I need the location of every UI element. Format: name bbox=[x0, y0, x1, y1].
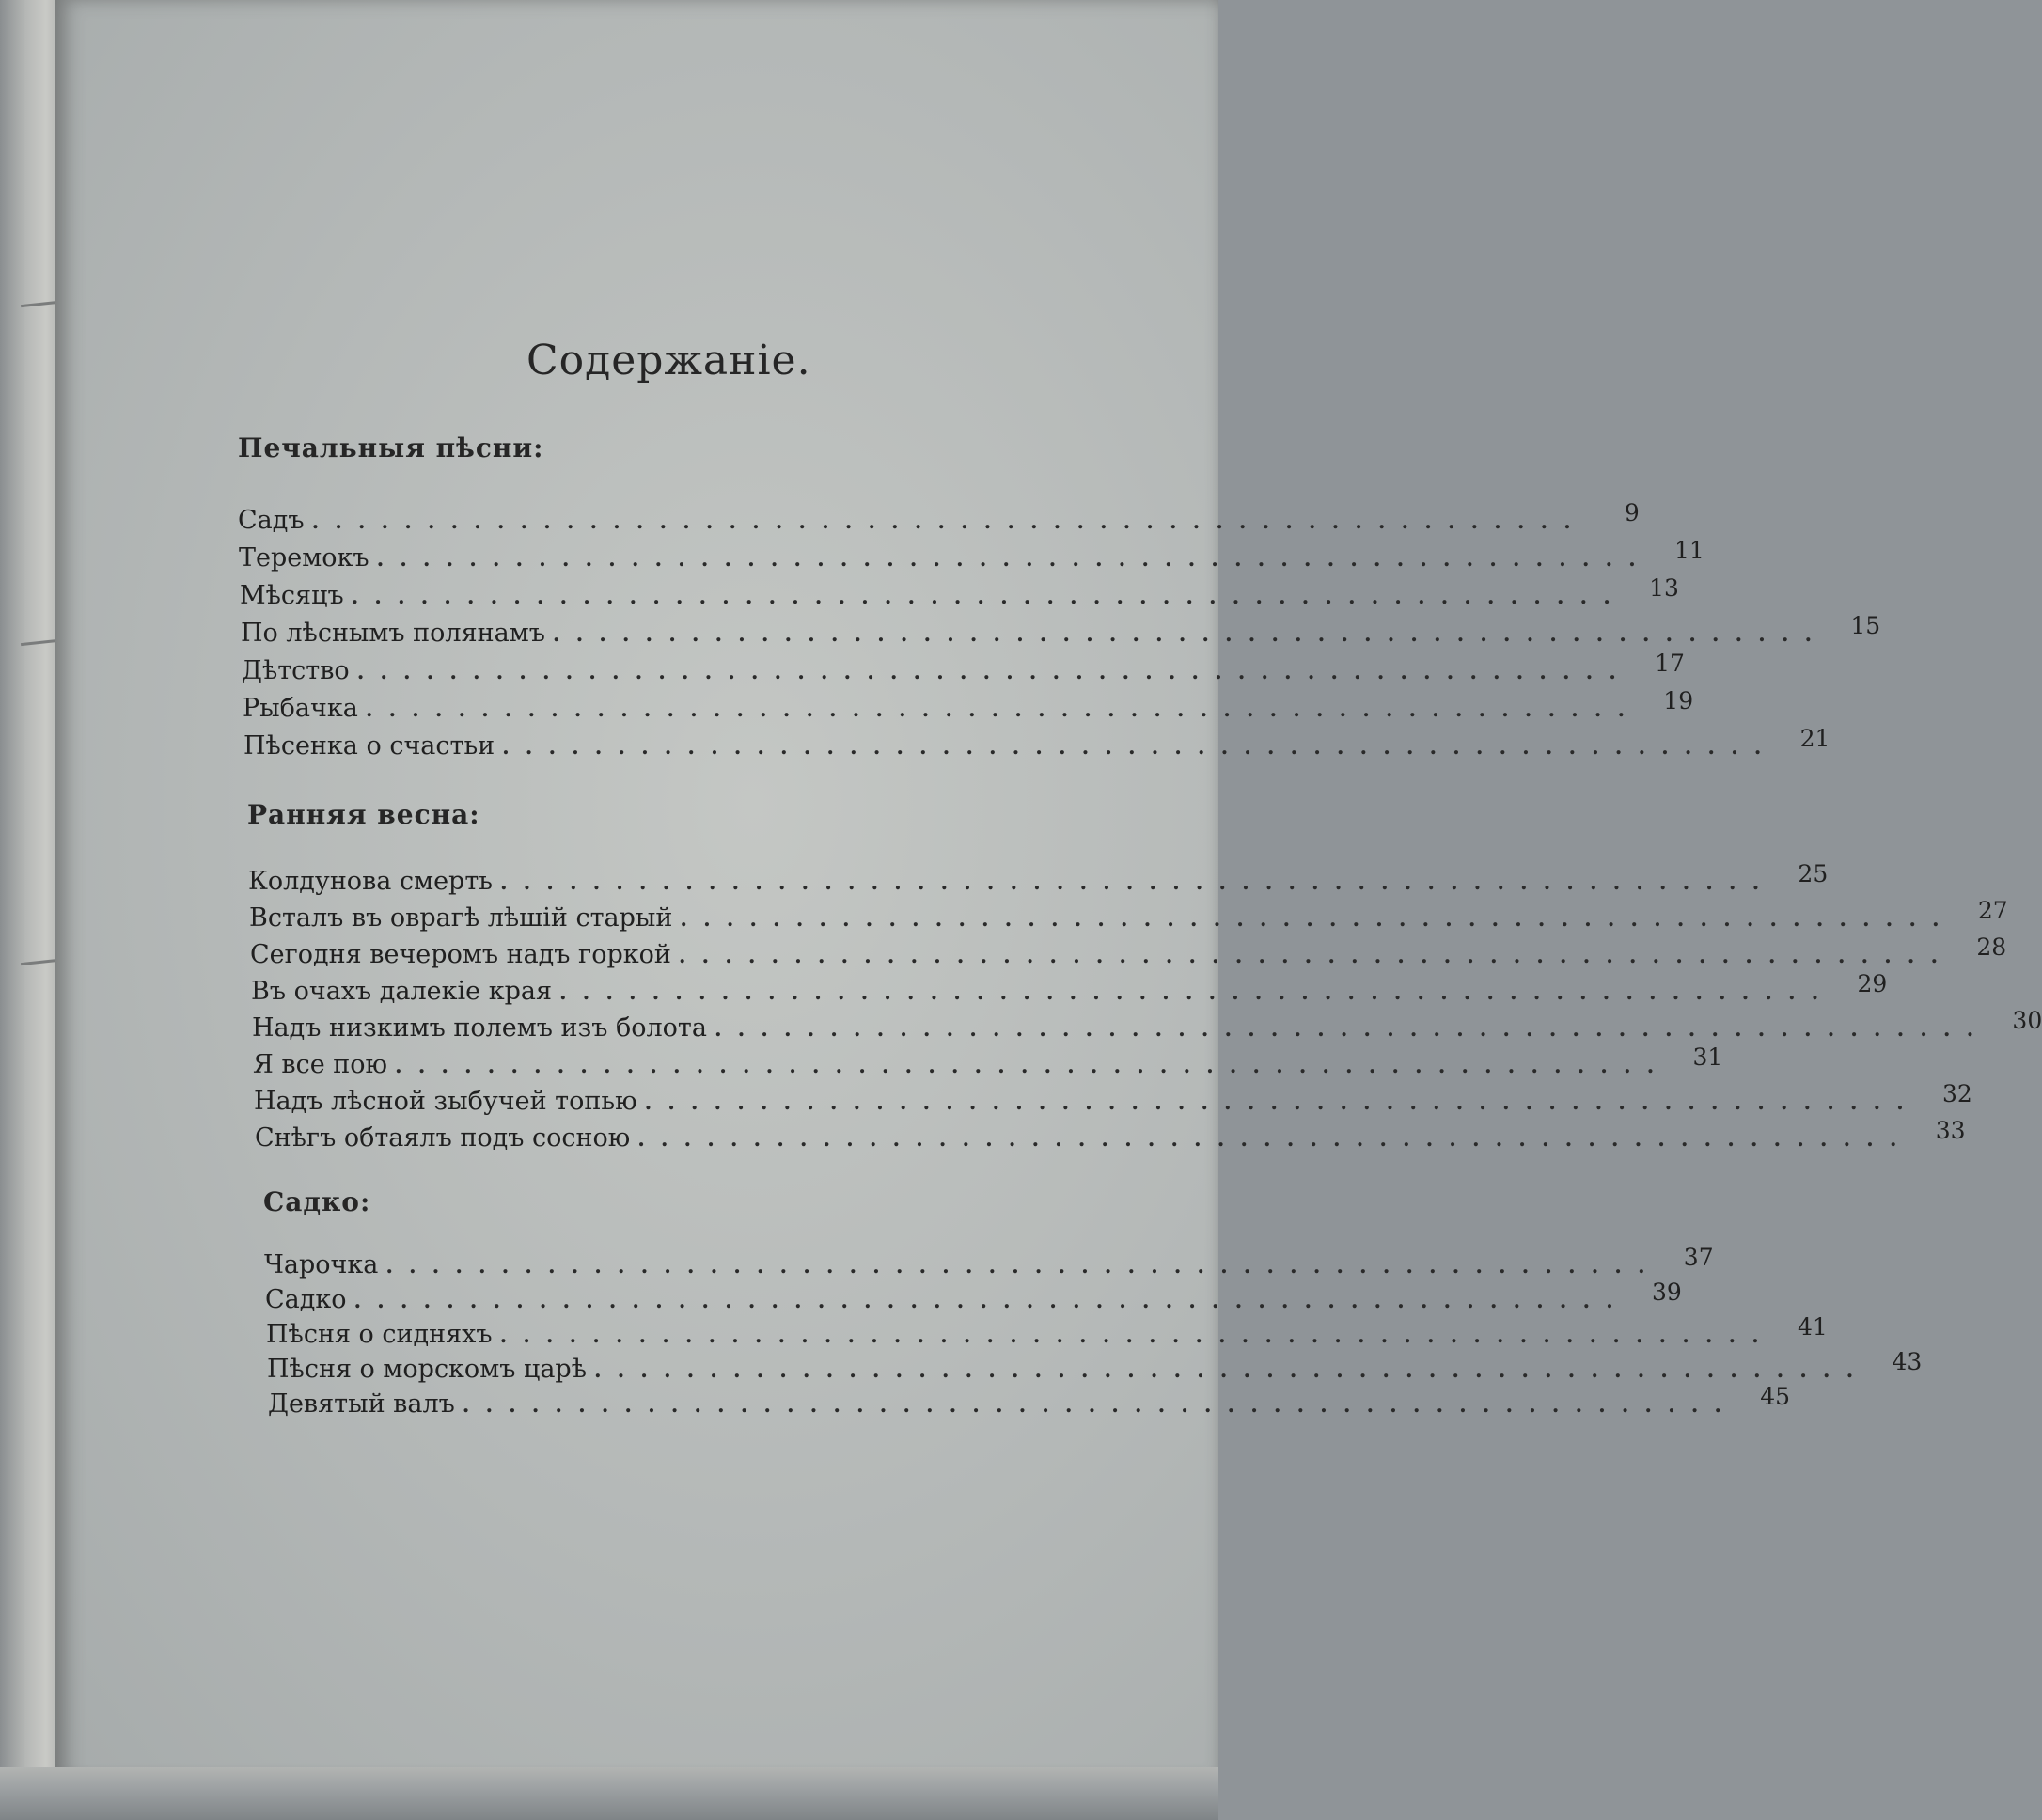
entry-title: Девятый валъ bbox=[268, 1389, 455, 1419]
toc-entry bbox=[266, 1313, 1828, 1354]
toc-entry bbox=[265, 1279, 1682, 1319]
dot-leader: ....................................................... bbox=[385, 1254, 1661, 1279]
entry-page-number: 13 bbox=[1649, 574, 1679, 602]
dot-leader: ....................................................... bbox=[559, 981, 1835, 1005]
entry-page-number: 29 bbox=[1857, 970, 1888, 997]
entry-title: Въ очахъ далекiе края bbox=[251, 977, 553, 1006]
entry-title: Всталъ въ оврагѣ лѣшiй старый bbox=[249, 903, 673, 933]
toc-entry bbox=[241, 612, 1881, 652]
dot-leader: ....................................................... bbox=[353, 1289, 1629, 1313]
binding-crease bbox=[21, 301, 58, 307]
entry-page-number: 15 bbox=[1850, 612, 1881, 639]
entry-title: Дѣтство bbox=[242, 656, 350, 685]
entry-page-number: 43 bbox=[1892, 1348, 1923, 1375]
toc-entry bbox=[253, 1043, 1723, 1084]
page-title: Содержанiе. bbox=[526, 337, 811, 384]
toc-entry bbox=[264, 1244, 1714, 1284]
toc-entry bbox=[251, 970, 1888, 1011]
dot-leader: ....................................................... bbox=[499, 871, 1776, 895]
dot-leader: ....................................................... bbox=[502, 735, 1778, 760]
entry-title: Я все пою bbox=[253, 1050, 388, 1079]
dot-leader: ....................................................... bbox=[351, 585, 1626, 609]
toc-entry bbox=[252, 1007, 2042, 1047]
dot-leader: ....................................................... bbox=[356, 660, 1632, 684]
entry-page-number: 41 bbox=[1798, 1313, 1828, 1341]
toc-entry bbox=[238, 499, 1640, 540]
toc-entry bbox=[249, 897, 2008, 937]
entry-page-number: 33 bbox=[1935, 1117, 1966, 1144]
dot-leader: ....................................................... bbox=[644, 1090, 1920, 1115]
toc-entry bbox=[240, 574, 1679, 615]
dot-leader: ....................................................... bbox=[499, 1324, 1775, 1348]
entry-page-number: 27 bbox=[1977, 897, 2008, 924]
dot-leader: ....................................................... bbox=[365, 698, 1641, 722]
entry-page-number: 32 bbox=[1942, 1080, 1972, 1107]
entry-title: Мѣсяцъ bbox=[240, 581, 344, 610]
entry-title: По лѣснымъ полянамъ bbox=[241, 619, 545, 648]
dot-leader: ....................................................... bbox=[552, 622, 1829, 647]
entry-title: Пѣсенка о счастьи bbox=[243, 731, 495, 761]
toc-entry bbox=[239, 537, 1704, 577]
toc-entry bbox=[243, 725, 1830, 765]
entry-title: Рыбачка bbox=[243, 694, 358, 723]
dot-leader: ....................................................... bbox=[593, 1358, 1870, 1383]
toc-entry bbox=[267, 1348, 1923, 1389]
entry-title: Чарочка bbox=[264, 1250, 379, 1279]
dot-leader: ....................................................... bbox=[462, 1393, 1738, 1418]
entry-page-number: 17 bbox=[1655, 650, 1685, 677]
entry-page-number: 37 bbox=[1683, 1244, 1714, 1271]
section-heading: Печальныя пѣсни: bbox=[238, 432, 544, 463]
dot-leader: ....................................................... bbox=[678, 944, 1955, 968]
dot-leader: ....................................................... bbox=[395, 1054, 1671, 1078]
section-heading: Ранняя весна: bbox=[247, 799, 480, 830]
entry-page-number: 28 bbox=[1976, 934, 2007, 961]
entry-page-number: 45 bbox=[1760, 1383, 1791, 1410]
entry-title: Садъ bbox=[238, 506, 305, 535]
toc-entry bbox=[255, 1117, 1966, 1157]
entry-title: Надъ лѣсной зыбучей топью bbox=[254, 1087, 637, 1116]
entry-title: Сегодня вечеромъ надъ горкой bbox=[250, 940, 671, 969]
dot-leader: ....................................................... bbox=[680, 907, 1956, 932]
section-heading: Садко: bbox=[263, 1186, 371, 1217]
entry-page-number: 30 bbox=[2012, 1007, 2042, 1034]
entry-title: Теремокъ bbox=[239, 543, 369, 573]
entry-title: Снѣгъ обтаялъ подъ сосною bbox=[255, 1123, 631, 1153]
page-bottom-edge bbox=[0, 1767, 1218, 1820]
dot-leader: ....................................................... bbox=[376, 547, 1652, 572]
entry-title: Пѣсня о сидняхъ bbox=[266, 1320, 493, 1349]
toc-entry bbox=[268, 1383, 1791, 1423]
toc-entry bbox=[242, 650, 1685, 690]
entry-page-number: 19 bbox=[1663, 687, 1694, 714]
entry-title: Пѣсня о морскомъ царѣ bbox=[267, 1355, 587, 1384]
entry-page-number: 25 bbox=[1798, 860, 1829, 887]
toc-entry bbox=[250, 934, 2007, 974]
entry-page-number: 9 bbox=[1624, 499, 1640, 526]
entry-title: Садко bbox=[265, 1285, 347, 1314]
entry-page-number: 21 bbox=[1799, 725, 1830, 752]
entry-title: Колдунова смерть bbox=[248, 867, 493, 896]
binding-crease bbox=[21, 639, 58, 646]
entry-page-number: 39 bbox=[1651, 1279, 1682, 1306]
entry-title: Надъ низкимъ полемъ изъ болота bbox=[252, 1013, 707, 1043]
binding-crease bbox=[21, 959, 58, 965]
dot-leader: ....................................................... bbox=[311, 510, 1587, 534]
toc-entry bbox=[243, 687, 1694, 728]
entry-page-number: 11 bbox=[1674, 537, 1704, 564]
toc-entry bbox=[248, 860, 1829, 901]
dot-leader: ....................................................... bbox=[637, 1127, 1913, 1152]
entry-page-number: 31 bbox=[1692, 1043, 1723, 1071]
dot-leader: ....................................................... bbox=[714, 1017, 1990, 1042]
toc-entry bbox=[254, 1080, 1972, 1121]
